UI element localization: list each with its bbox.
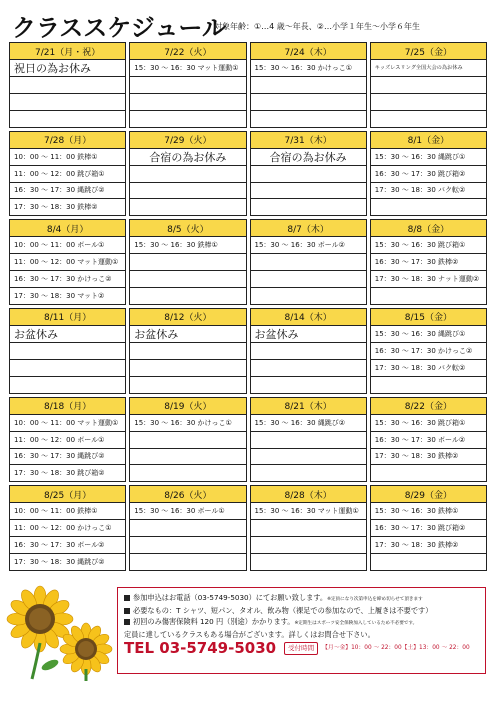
day-cell bbox=[370, 308, 487, 394]
class-entry: 17：30 〜 18：30 バク転② bbox=[371, 183, 486, 200]
day-header: 8/28（木） bbox=[251, 486, 366, 503]
info-text: 定員に達しているクラスもある場合がございます。詳しくはお問合せ下さい。 bbox=[124, 630, 375, 639]
class-entry: 16：30 〜 17：30 跳び箱② bbox=[371, 166, 486, 183]
day-cell bbox=[129, 308, 246, 394]
day-header: 7/22（火） bbox=[130, 43, 245, 60]
class-entry: 17：30 〜 18：30 鉄棒② bbox=[371, 449, 486, 466]
bullet-square-icon bbox=[124, 595, 130, 601]
empty-slot bbox=[251, 199, 366, 215]
class-entry: 15：30 〜 16：30 縄跳び① bbox=[371, 149, 486, 166]
empty-slot bbox=[251, 554, 366, 570]
class-entry: 11：00 〜 12：00 かけっこ① bbox=[10, 520, 125, 537]
business-hours: 【月〜金】10：00 〜 22：00【土】13：00 〜 22：00 bbox=[322, 645, 470, 651]
empty-slot bbox=[371, 377, 486, 393]
day-header: 7/28（月） bbox=[10, 132, 125, 149]
empty-slot bbox=[10, 111, 125, 127]
day-header: 8/8（金） bbox=[371, 220, 486, 237]
day-cell bbox=[250, 42, 367, 128]
day-cell bbox=[9, 397, 126, 483]
day-header: 8/15（金） bbox=[371, 309, 486, 326]
day-cell bbox=[370, 397, 487, 483]
empty-slot bbox=[251, 343, 366, 360]
class-entry: 15：30 〜 16：30 マット運動① bbox=[130, 60, 245, 77]
class-entry: 15：30 〜 16：30 ボール① bbox=[130, 503, 245, 520]
empty-slot bbox=[130, 254, 245, 271]
day-header: 8/12（火） bbox=[130, 309, 245, 326]
day-header: 7/21（月・祝） bbox=[10, 43, 125, 60]
contact-row bbox=[124, 639, 479, 657]
class-entry: 16：30 〜 17：30 縄跳び② bbox=[10, 183, 125, 200]
empty-slot bbox=[130, 288, 245, 304]
class-entry: お盆休み bbox=[130, 326, 245, 343]
empty-slot bbox=[130, 271, 245, 288]
hours-badge: 受付時間 bbox=[284, 642, 318, 655]
class-entry: 16：30 〜 17：30 ボール② bbox=[10, 537, 125, 554]
empty-slot bbox=[10, 377, 125, 393]
day-cell bbox=[250, 485, 367, 571]
class-entry: 15：30 〜 16：30 ボール② bbox=[251, 237, 366, 254]
day-cell bbox=[129, 397, 246, 483]
empty-slot bbox=[130, 77, 245, 94]
day-header: 8/14（木） bbox=[251, 309, 366, 326]
day-header: 8/29（金） bbox=[371, 486, 486, 503]
day-cell bbox=[9, 42, 126, 128]
day-header: 8/25（月） bbox=[10, 486, 125, 503]
empty-slot bbox=[371, 288, 486, 304]
class-entry: 15：30 〜 16：30 縄跳び② bbox=[251, 415, 366, 432]
info-note: ※定員になり次第申込を締め切らせて頂きます bbox=[327, 597, 423, 602]
class-entry: 17：30 〜 18：30 跳び箱② bbox=[14, 469, 105, 478]
day-cell bbox=[129, 485, 246, 571]
day-cell bbox=[370, 131, 487, 217]
day-header: 7/29（火） bbox=[130, 132, 245, 149]
class-entry: 15：30 〜 16：30 鉄棒① bbox=[130, 237, 245, 254]
class-entry: 10：00 〜 11：00 マット運動① bbox=[10, 415, 125, 432]
day-cell bbox=[129, 131, 246, 217]
class-entry: 11：00 〜 12：00 跳び箱① bbox=[10, 166, 125, 183]
empty-slot bbox=[251, 449, 366, 466]
empty-slot bbox=[10, 77, 125, 94]
class-entry: 17：30 〜 18：30 縄跳び② bbox=[14, 558, 105, 567]
class-entry: 15：30 〜 16：30 かけっこ① bbox=[130, 415, 245, 432]
class-entry: 15：30 〜 16：30 鉄棒① bbox=[371, 503, 486, 520]
schedule-grid bbox=[9, 42, 487, 574]
class-entry: 16：30 〜 17：30 かけっこ② bbox=[10, 271, 125, 288]
empty-slot bbox=[251, 520, 366, 537]
info-text: 初回のみ傷害保険料 120 円（別途）かかります。 bbox=[133, 617, 295, 626]
empty-slot bbox=[251, 377, 366, 393]
empty-slot bbox=[130, 183, 245, 200]
class-entry: 合宿の為お休み bbox=[130, 149, 245, 166]
empty-slot bbox=[130, 199, 245, 215]
day-header: 7/24（木） bbox=[251, 43, 366, 60]
bullet-square-icon bbox=[124, 619, 130, 625]
class-entry: キッズレスリング全国大会の為お休み bbox=[371, 60, 486, 77]
empty-slot bbox=[251, 432, 366, 449]
class-entry: 17：30 〜 18：30 ナット運動② bbox=[371, 271, 486, 288]
class-entry: 15：30 〜 16：30 跳び箱① bbox=[371, 237, 486, 254]
day-cell bbox=[370, 42, 487, 128]
day-header: 8/26（火） bbox=[130, 486, 245, 503]
day-cell bbox=[250, 219, 367, 305]
class-entry: 合宿の為お休み bbox=[251, 149, 366, 166]
class-entry: 祝日の為お休み bbox=[10, 60, 125, 77]
class-entry: 17：30 〜 18：30 バク転② bbox=[371, 360, 486, 377]
empty-slot bbox=[251, 537, 366, 554]
empty-slot bbox=[130, 343, 245, 360]
age-legend: 対象年齢：①…4 歳〜年長、②…小学１年生〜小学６年生 bbox=[214, 22, 420, 31]
empty-slot bbox=[371, 554, 486, 570]
day-header: 8/19（火） bbox=[130, 398, 245, 415]
empty-slot bbox=[251, 254, 366, 271]
empty-slot bbox=[251, 465, 366, 481]
info-text: 必要なもの：T シャツ、短パン、タオル、飲み物（裸足での参加なので、上履きは不要です） bbox=[133, 606, 433, 615]
day-cell bbox=[129, 42, 246, 128]
class-entry: 11：00 〜 12：00 ボール① bbox=[10, 432, 125, 449]
empty-slot bbox=[10, 360, 125, 377]
day-header: 8/21（木） bbox=[251, 398, 366, 415]
empty-slot bbox=[251, 94, 366, 111]
empty-slot bbox=[251, 360, 366, 377]
empty-slot bbox=[130, 166, 245, 183]
day-cell bbox=[129, 219, 246, 305]
day-cell bbox=[9, 308, 126, 394]
empty-slot bbox=[10, 94, 125, 111]
class-entry: 17：30 〜 18：30 鉄棒② bbox=[371, 537, 486, 554]
info-note: ※定期生はスポーツ安全保険加入しているため不必要です。 bbox=[294, 621, 418, 626]
empty-slot bbox=[371, 465, 486, 481]
day-cell bbox=[250, 131, 367, 217]
info-box bbox=[117, 587, 486, 674]
empty-slot bbox=[251, 288, 366, 304]
day-cell bbox=[9, 219, 126, 305]
class-entry: お盆休み bbox=[251, 326, 366, 343]
empty-slot bbox=[251, 183, 366, 200]
empty-slot bbox=[130, 465, 245, 481]
empty-slot bbox=[130, 449, 245, 466]
class-entry: 16：30 〜 17：30 ボール② bbox=[371, 432, 486, 449]
day-cell bbox=[370, 219, 487, 305]
class-entry: 15：30 〜 16：30 縄跳び① bbox=[371, 326, 486, 343]
day-header: 8/5（火） bbox=[130, 220, 245, 237]
page-title: クラススケジュール bbox=[12, 14, 226, 42]
class-entry: 10：00 〜 11：00 鉄棒① bbox=[10, 503, 125, 520]
day-cell bbox=[9, 131, 126, 217]
class-entry: 10：00 〜 11：00 ボール① bbox=[10, 237, 125, 254]
class-entry: 16：30 〜 17：30 かけっこ② bbox=[371, 343, 486, 360]
day-header: 8/11（月） bbox=[10, 309, 125, 326]
class-entry: 15：30 〜 16：30 かけっこ① bbox=[251, 60, 366, 77]
info-line bbox=[124, 616, 479, 629]
empty-slot bbox=[371, 199, 486, 215]
class-entry: お盆休み bbox=[10, 326, 125, 343]
class-entry: 16：30 〜 17：30 跳び箱② bbox=[371, 520, 486, 537]
sunflower-illustration bbox=[6, 583, 114, 681]
class-entry: 15：30 〜 16：30 跳び箱① bbox=[371, 415, 486, 432]
day-header: 7/25（金） bbox=[371, 43, 486, 60]
day-header: 7/31（木） bbox=[251, 132, 366, 149]
empty-slot bbox=[130, 432, 245, 449]
empty-slot bbox=[371, 111, 486, 127]
empty-slot bbox=[10, 343, 125, 360]
empty-slot bbox=[251, 271, 366, 288]
class-entry: 11：00 〜 12：00 マット運動① bbox=[10, 254, 125, 271]
empty-slot bbox=[130, 360, 245, 377]
empty-slot bbox=[130, 554, 245, 570]
phone-number[interactable]: TEL 03-5749-5030 bbox=[124, 639, 277, 657]
empty-slot bbox=[251, 77, 366, 94]
day-header: 8/22（金） bbox=[371, 398, 486, 415]
class-entry: 17：30 〜 18：30 鉄棒② bbox=[14, 203, 98, 212]
info-text: 参加申込はお電話（03-5749-5030）にてお願い致します。 bbox=[133, 593, 328, 602]
class-entry: 17：30 〜 18：30 マット② bbox=[14, 292, 105, 301]
info-line bbox=[124, 592, 479, 605]
empty-slot bbox=[130, 520, 245, 537]
day-header: 8/7（木） bbox=[251, 220, 366, 237]
empty-slot bbox=[251, 111, 366, 127]
day-header: 8/1（金） bbox=[371, 132, 486, 149]
class-entry: 16：30 〜 17：30 鉄棒② bbox=[371, 254, 486, 271]
day-header: 8/4（月） bbox=[10, 220, 125, 237]
class-entry: 16：30 〜 17：30 縄跳び② bbox=[10, 449, 125, 466]
empty-slot bbox=[130, 111, 245, 127]
empty-slot bbox=[130, 377, 245, 393]
class-entry: 15：30 〜 16：30 マット運動① bbox=[251, 503, 366, 520]
class-entry: 10：00 〜 11：00 鉄棒① bbox=[10, 149, 125, 166]
day-header: 8/18（月） bbox=[10, 398, 125, 415]
empty-slot bbox=[371, 94, 486, 111]
empty-slot bbox=[371, 77, 486, 94]
empty-slot bbox=[251, 166, 366, 183]
day-cell bbox=[250, 397, 367, 483]
day-cell bbox=[250, 308, 367, 394]
day-cell bbox=[9, 485, 126, 571]
bullet-square-icon bbox=[124, 608, 130, 614]
info-line bbox=[124, 605, 479, 616]
empty-slot bbox=[130, 94, 245, 111]
empty-slot bbox=[130, 537, 245, 554]
day-cell bbox=[370, 485, 487, 571]
